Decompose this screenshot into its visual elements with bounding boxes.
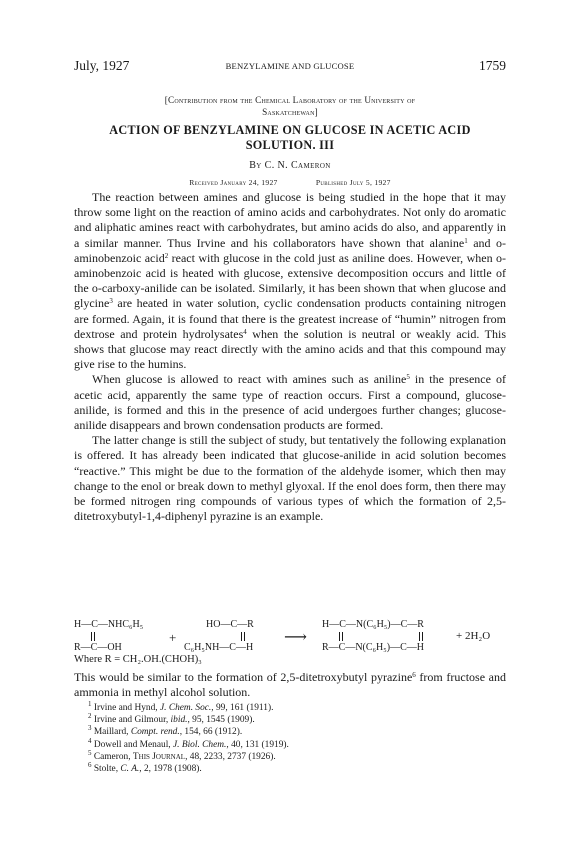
product-top: H—C—N(C₆H₅)—C—R bbox=[322, 619, 424, 630]
equation-where-clause: Where R = CH₂.OH.(CHOH)₃ bbox=[74, 654, 202, 665]
double-bond bbox=[94, 632, 95, 641]
article-body bbox=[74, 190, 506, 524]
footnote-journal: C. A. bbox=[120, 764, 140, 775]
double-bond bbox=[419, 632, 420, 641]
contribution-line-1: [Contribution from the Chemical Laboratory of the University of bbox=[164, 95, 416, 105]
footnote-citation: , 95, 1545 (1909). bbox=[187, 715, 255, 726]
footnote-citation: , 2, 1978 (1908). bbox=[139, 764, 202, 775]
footnote-ref[interactable]: 3 bbox=[109, 297, 113, 306]
contribution-line-2: Saskatchewan] bbox=[262, 107, 318, 117]
paragraph-2 bbox=[74, 372, 506, 433]
double-bond bbox=[244, 632, 245, 641]
paragraph-1 bbox=[74, 190, 506, 372]
footnote-ref[interactable]: 5 bbox=[406, 373, 410, 382]
footnote-citation: , 40, 131 (1919). bbox=[226, 739, 289, 750]
text-run: when the solution is neutral or weakly acid. This shows that glucose may react directly with the amino acids and that this compound may give rise to the humins. bbox=[74, 326, 506, 372]
footnote-ref[interactable]: 6 bbox=[412, 671, 416, 679]
reaction-equation bbox=[74, 619, 506, 659]
footnote-journal: J. Chem. Soc. bbox=[159, 703, 212, 713]
footnote-number: 2 bbox=[88, 712, 92, 721]
footnote-ref[interactable]: 2 bbox=[164, 251, 169, 260]
running-title: BENZYLAMINE AND GLUCOSE bbox=[225, 61, 355, 71]
footnote-citation: , 48, 2233, 2737 (1926). bbox=[185, 751, 276, 762]
footnote-item bbox=[88, 714, 506, 726]
footnote-citation: , 154, 66 (1912). bbox=[179, 727, 243, 738]
reactant-1-bottom: R—C—OH bbox=[74, 642, 122, 653]
footnote-journal: J. Biol. Chem. bbox=[173, 739, 227, 750]
running-header bbox=[74, 58, 506, 74]
title-line-2: SOLUTION. III bbox=[245, 138, 335, 152]
footnote-item bbox=[88, 736, 506, 751]
footnote-number: 3 bbox=[88, 724, 92, 733]
plus-sign: + bbox=[169, 630, 177, 645]
reactant-1-top: H—C—NHC₆H₅ bbox=[74, 619, 144, 630]
published-date: Published July 5, 1927 bbox=[315, 178, 391, 187]
double-bond bbox=[339, 632, 340, 641]
text-run: The reaction between amines and glucose is being studied in the hope that it may throw some light on the reaction of amino acids and carbohydrates. Not only do aromatic and aliphatic amines react with carbohydrates, but amino acids do also, and apparently in a similar manner. Thus Irvine and his collaborators have shown that alanine bbox=[74, 190, 506, 250]
double-bond bbox=[342, 632, 343, 641]
contribution-note bbox=[74, 94, 506, 118]
footnote-ref[interactable]: 1 bbox=[464, 236, 468, 245]
text-run: and o-aminobenzoic acid bbox=[74, 235, 507, 265]
paragraph-4 bbox=[74, 670, 506, 700]
footnote-author: Irvine and Hynd, bbox=[93, 703, 160, 713]
footnote-item bbox=[88, 702, 506, 714]
footnote-journal: This Journal bbox=[132, 751, 186, 762]
double-bond bbox=[241, 632, 242, 641]
footnote-number: 6 bbox=[88, 761, 92, 770]
footnote-number: 4 bbox=[88, 736, 92, 745]
water-product: + 2H₂O bbox=[456, 630, 491, 642]
footnote-journal: Compt. rend. bbox=[130, 727, 180, 738]
footnote-author: Cameron, bbox=[93, 751, 133, 762]
footnote-number: 5 bbox=[88, 748, 92, 757]
footnote-ref[interactable]: 4 bbox=[243, 327, 247, 336]
text-run: react with glucose in the cold just as aniline does. However, when o-aminobenzoic acid is heated with glucose, extensive decomposition occurs and little of the o-carboxy-anilide can be isolated. Similarly, it has been shown that when glucose and glycine bbox=[74, 250, 506, 311]
article-title bbox=[74, 123, 506, 153]
footnote-number: 1 bbox=[88, 700, 92, 708]
author-byline: By C. N. Cameron bbox=[249, 160, 331, 171]
footnote-author: Irvine and Gilmour, bbox=[93, 715, 171, 726]
text-run: When glucose is allowed to react with amines such as aniline bbox=[92, 372, 407, 387]
footnote-item bbox=[88, 748, 506, 763]
issue-date: July, 1927 bbox=[74, 58, 130, 73]
reactant-2-top: HO—C—R bbox=[206, 619, 254, 630]
double-bond bbox=[91, 632, 92, 641]
footnote-author: Dowell and Menaul, bbox=[93, 739, 173, 750]
double-bond bbox=[422, 632, 423, 641]
publication-dates bbox=[74, 178, 506, 187]
reactant-2-bottom: C₆H₅NH—C—H bbox=[184, 642, 254, 653]
page-number: 1759 bbox=[479, 58, 506, 73]
product-bottom: R—C—N(C₆H₅)—C—H bbox=[322, 642, 424, 653]
footnote-journal: ibid. bbox=[170, 715, 188, 726]
footnotes bbox=[88, 702, 506, 775]
paragraph-3: The latter change is still the subject of study, but tentatively the following explanation is offered. It has already been indicated that glucose-anilide in acid solution becomes “reactive.” This might be due to the formation of the aldehyde isomer, which then may change to the enol or break down to methyl glyoxal. If the enol does form, then there may be formed nitrogen ring compounds of various types of which the formation of 2,5-ditetroxybutyl-1,4-diphenyl pyrazine is an example. bbox=[74, 433, 506, 524]
reaction-arrow: ⟶ bbox=[284, 629, 307, 646]
footnote-item bbox=[88, 763, 506, 775]
title-line-1: ACTION OF BENZYLAMINE ON GLUCOSE IN ACETIC ACID bbox=[109, 123, 471, 137]
text-run: from fructose and ammonia in methyl alcohol solution. bbox=[74, 670, 506, 700]
received-date: Received January 24, 1927 bbox=[189, 178, 278, 187]
footnote-citation: , 99, 161 (1911). bbox=[211, 703, 274, 713]
footnote-author: Maillard, bbox=[93, 727, 131, 738]
text-run: are heated in water solution, cyclic condensation products containing nitrogen are formed. Again, it is found that there is the greatest increase of “humin” nitrogen from dextrose and protein hydrolysates bbox=[74, 296, 506, 341]
text-run: in the presence of acetic acid, apparently the same type of reaction occurs. First a compound, glucose-anilide, is formed and this in the presence of acid undergoes further changes; glucose-anilide disappears and brown condensation products are formed. bbox=[74, 372, 506, 433]
footnote-item bbox=[88, 726, 506, 738]
text-run: This would be similar to the formation of 2,5-ditetroxybutyl pyrazine bbox=[74, 670, 413, 684]
footnote-author: Stolte, bbox=[93, 764, 121, 775]
